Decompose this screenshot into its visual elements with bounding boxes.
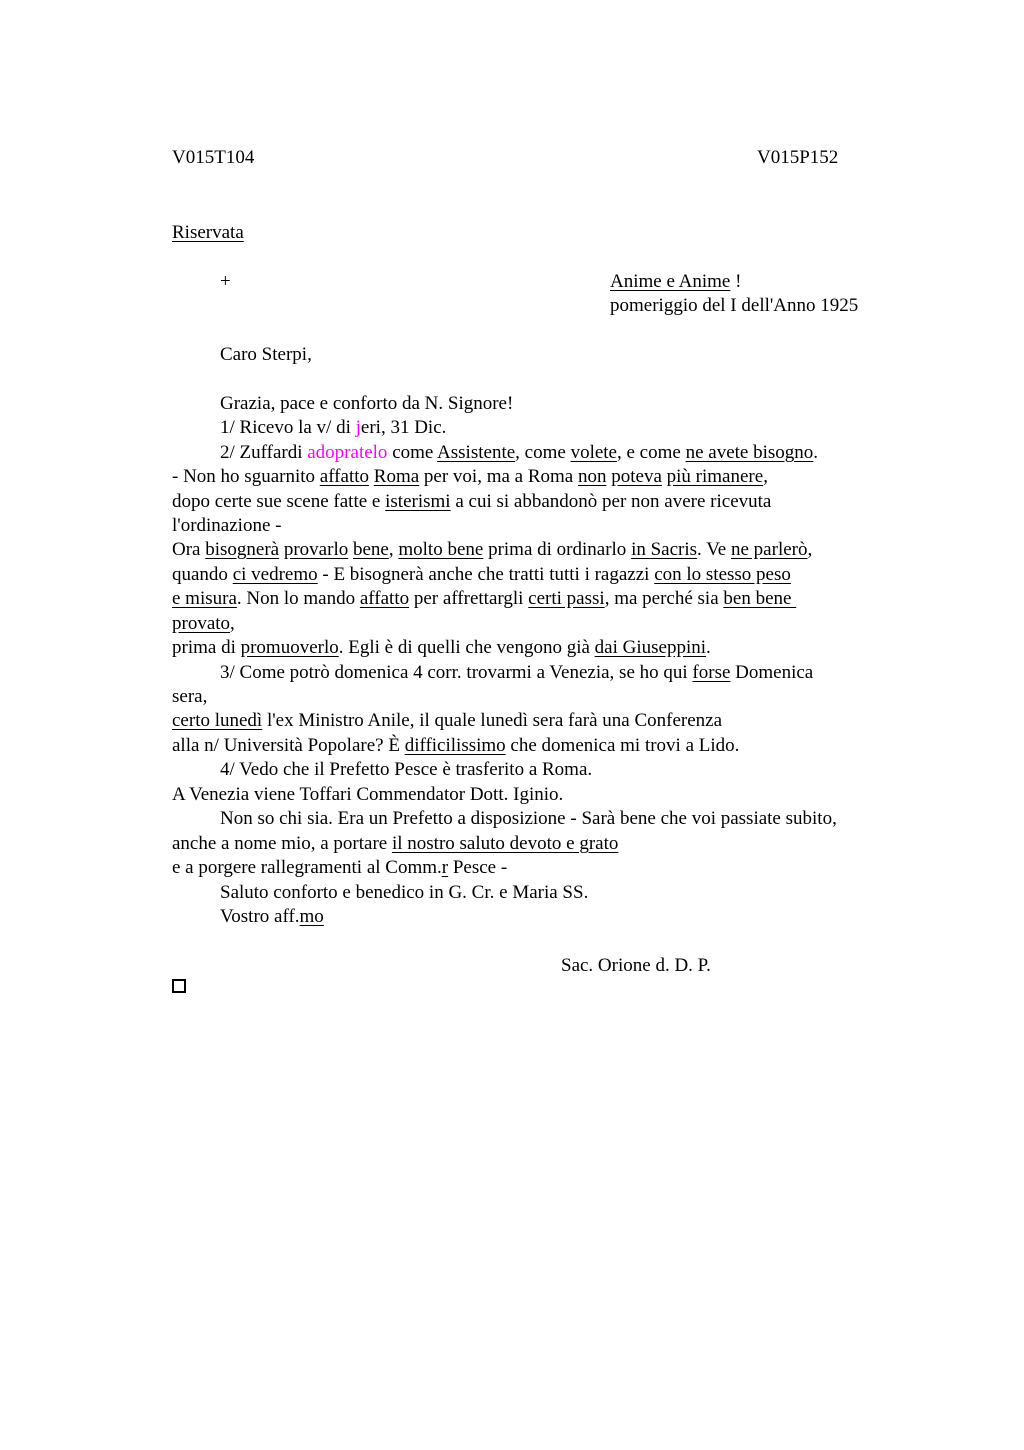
motto: Anime e Anime !: [610, 271, 742, 292]
cross-mark: +: [220, 271, 231, 292]
body-line: A Venezia viene Toffari Commendator Dott. Iginio.: [172, 784, 564, 805]
body-line: Ora bisognerà provarlo bene, molto bene prima di ordinarlo in Sacris. Ve ne parlerò,: [172, 539, 813, 560]
body-line: anche a nome mio, a portare il nostro saluto devoto e grato: [172, 833, 619, 854]
body-line: certo lunedì l'ex Ministro Anile, il quale lunedì sera farà una Conferenza: [172, 710, 723, 731]
greeting-line: Grazia, pace e conforto da N. Signore!: [220, 393, 514, 414]
body-line: e a porgere rallegramenti al Comm.r Pesce -: [172, 857, 508, 878]
document-code-right: V015P152: [757, 147, 839, 168]
riservata-label: Riservata: [172, 222, 244, 243]
letter-date: pomeriggio del I dell'Anno 1925: [610, 295, 859, 316]
paragraph-4: 4/ Vedo che il Prefetto Pesce è trasferito a Roma.: [220, 759, 593, 780]
body-line: - Non ho sguarnito affatto Roma per voi, ma a Roma non poteva più rimanere,: [172, 466, 768, 487]
closing-signoff: Vostro aff.mo: [220, 906, 324, 927]
body-line: e misura. Non lo mando affatto per affrettargli certi passi, ma perché sia ben bene: [172, 588, 797, 609]
document-code-left: V015T104: [172, 147, 255, 168]
body-line: Non so chi sia. Era un Prefetto a disposizione - Sarà bene che voi passiate subito,: [220, 808, 837, 829]
paragraph-2: 2/ Zuffardi adopratelo come Assistente, come volete, e come ne avete bisogno.: [220, 442, 819, 463]
body-line: prima di promuoverlo. Egli è di quelli che vengono già dai Giuseppini.: [172, 637, 711, 658]
body-line: alla n/ Università Popolare? È difficilissimo che domenica mi trovi a Lido.: [172, 735, 740, 756]
body-line: l'ordinazione -: [172, 515, 282, 536]
salutation: Caro Sterpi,: [220, 344, 312, 365]
paragraph-3: 3/ Come potrò domenica 4 corr. trovarmi a Venezia, se ho qui forse Domenica: [220, 662, 814, 683]
body-line: provato,: [172, 613, 235, 634]
closing-line: Saluto conforto e benedico in G. Cr. e Maria SS.: [220, 882, 589, 903]
body-line: dopo certe sue scene fatte e isterismi a cui si abbandonò per non avere ricevuta: [172, 491, 772, 512]
signature: Sac. Orione d. D. P.: [561, 955, 711, 976]
body-line: sera,: [172, 686, 208, 707]
empty-box-icon: [172, 979, 186, 993]
paragraph-1: 1/ Ricevo la v/ di jeri, 31 Dic.: [220, 417, 447, 438]
body-line: quando ci vedremo - E bisognerà anche che tratti tutti i ragazzi con lo stesso peso: [172, 564, 791, 585]
